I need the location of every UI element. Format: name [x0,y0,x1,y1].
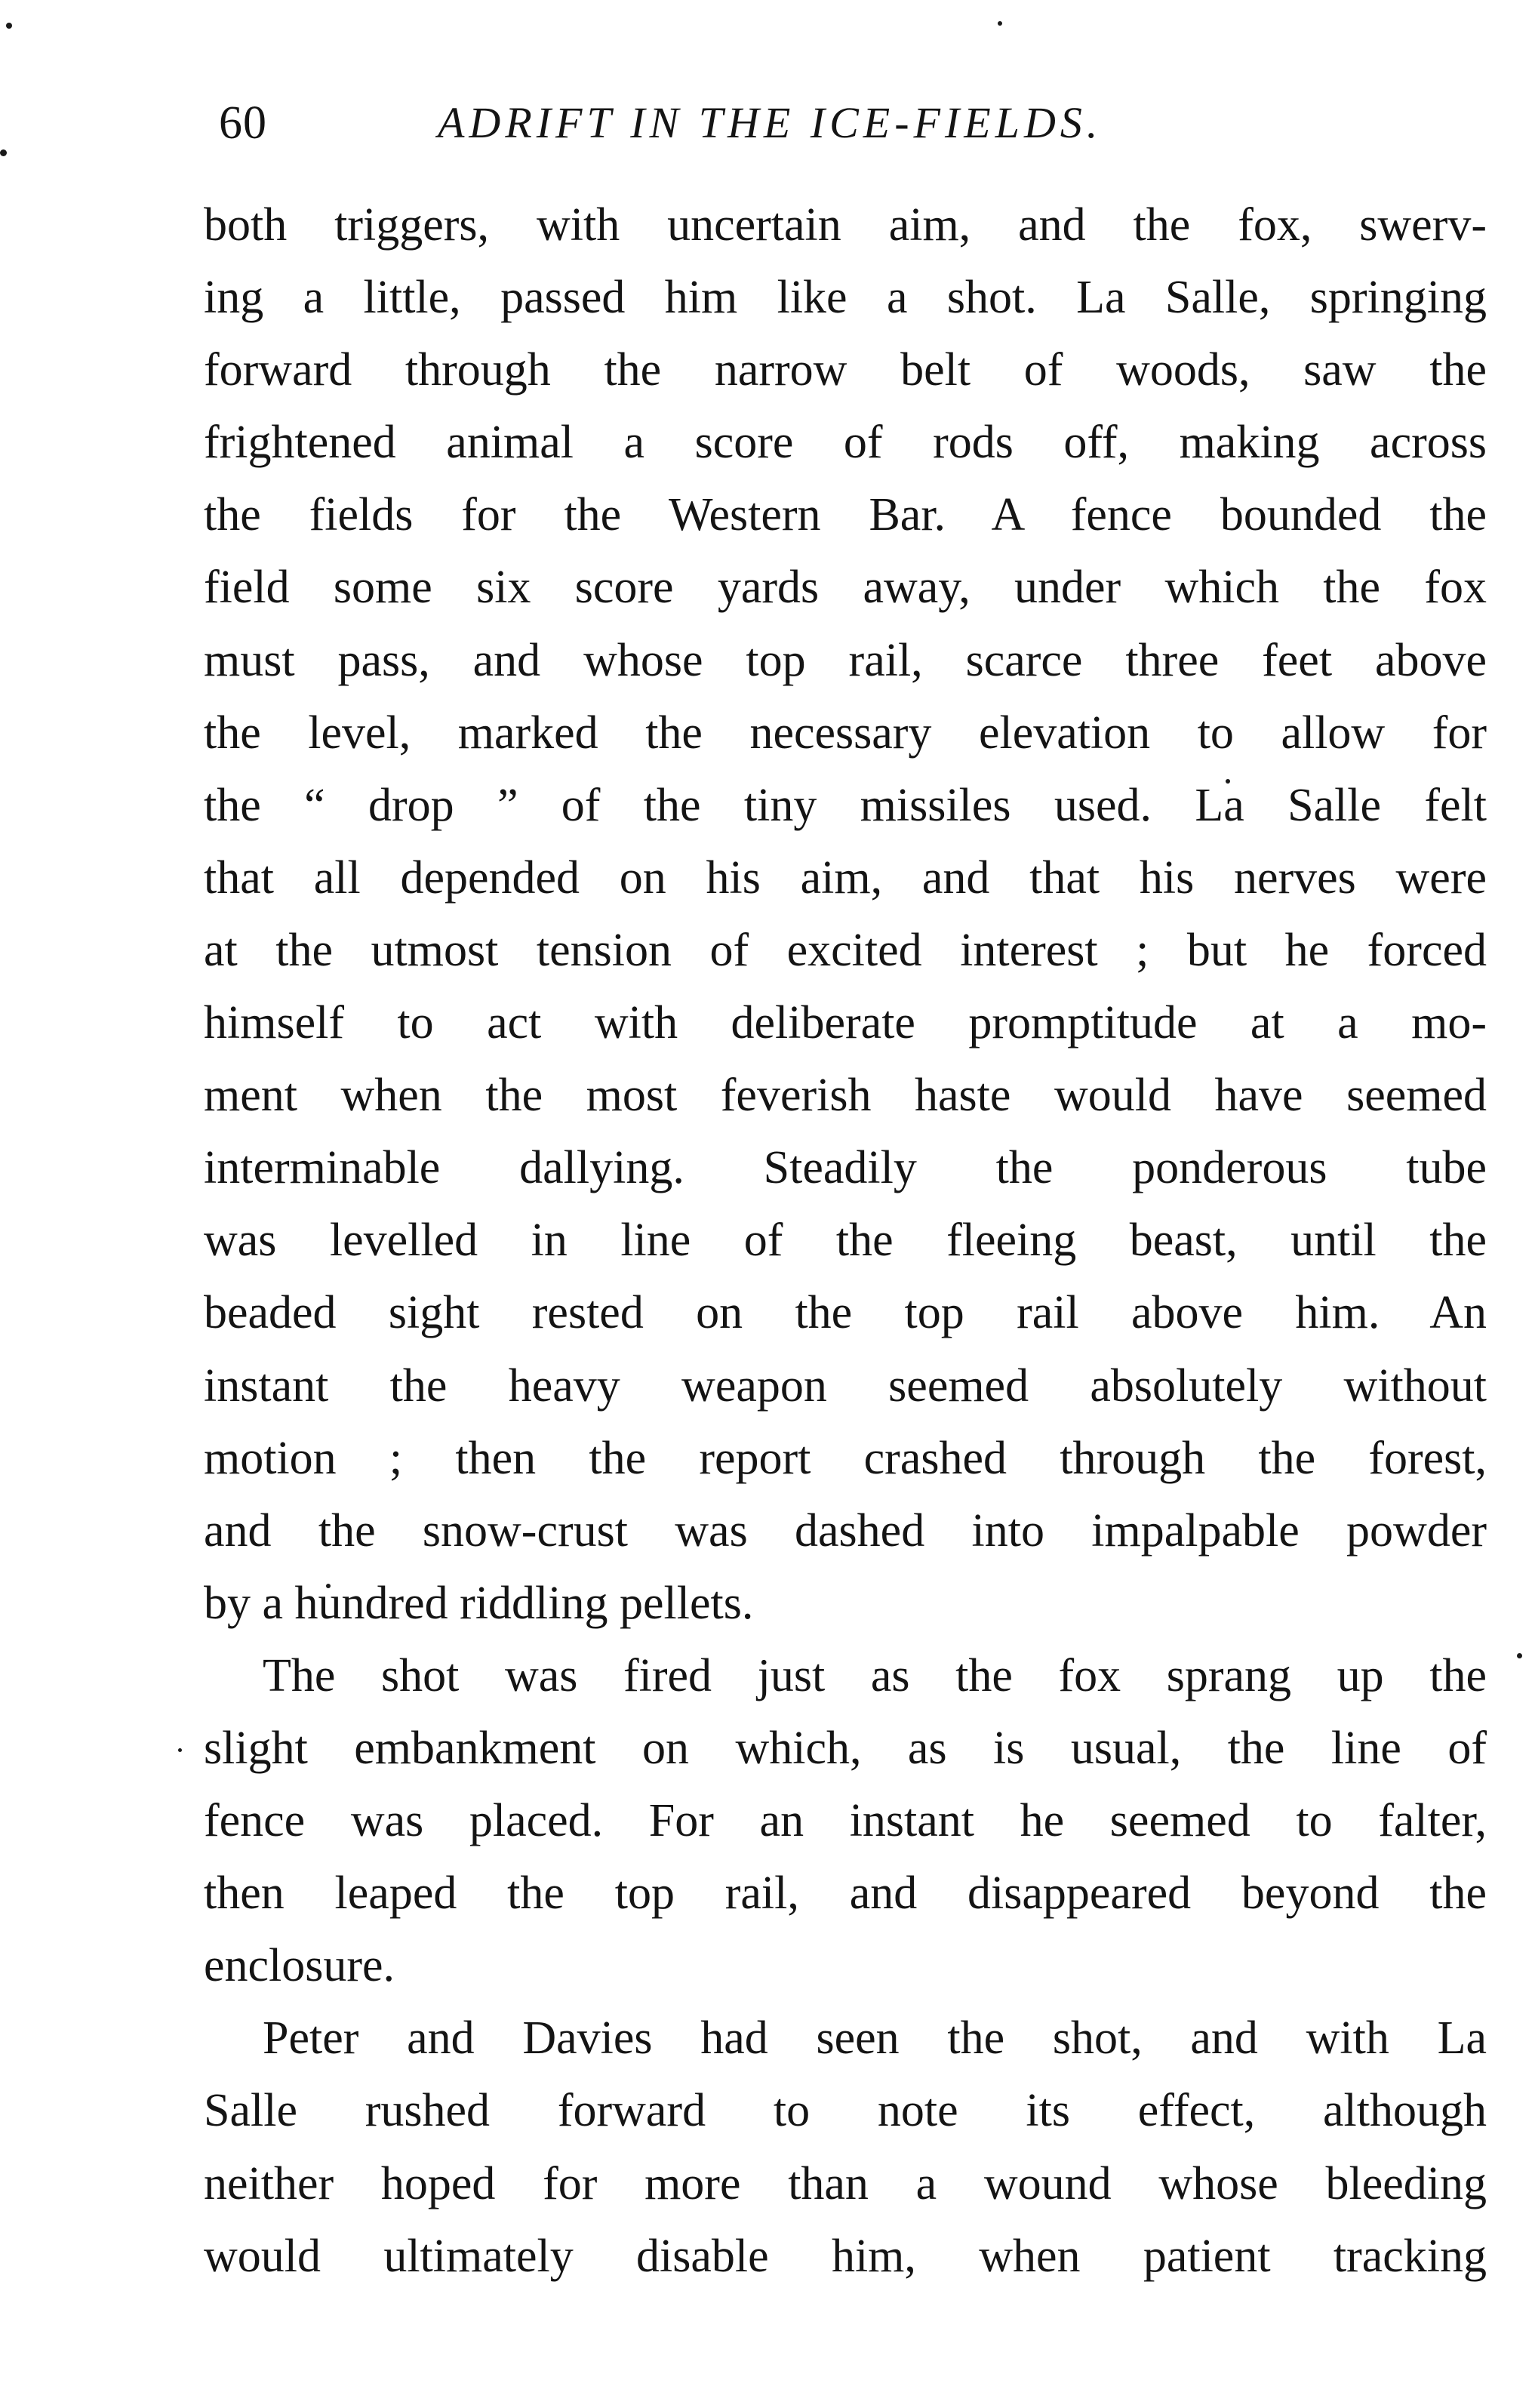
running-title: ADRIFT IN THE ICE-FIELDS. [438,98,1103,147]
text-line: the “ drop ” of the tiny missiles used. La Salle felt [204,779,1487,831]
paragraph-3 [204,2002,1487,2292]
text-line: field some six score yards away, under which the fox [204,562,1487,614]
scan-speck [998,21,1002,26]
text-line: ment when the most feverish haste would have seemed [204,1070,1487,1122]
text-line: Peter and Davies had seen the shot, and with La [263,2012,1487,2065]
text-line: slight embankment on which, as is usual, the line of [204,1722,1487,1774]
text-line: then leaped the top rail, and disappeared beyond the [204,1868,1487,1920]
paragraph-2 [204,1640,1487,2002]
text-line: interminable dallying. Steadily the ponderous tube [204,1142,1487,1194]
scan-speck [178,1748,182,1752]
body-text [204,189,1487,2293]
text-line: beaded sight rested on the top rail above him. An [204,1287,1487,1339]
running-header [219,89,1487,157]
text-line: enclosure. [204,1940,395,1992]
text-line: motion ; then the report crashed through the forest, [204,1432,1487,1484]
text-line: must pass, and whose top rail, scarce three feet above [204,634,1487,686]
scan-speck [0,149,7,156]
text-line: ing a little, passed him like a shot. La Salle, springing [204,272,1487,324]
text-line: Salle rushed forward to note its effect, although [204,2085,1487,2137]
text-line: was levelled in line of the fleeing beast, until the [204,1215,1487,1267]
text-line: neither hoped for more than a wound whose bleeding [204,2157,1487,2209]
text-line: both triggers, with uncertain aim, and the fox, swerv- [204,199,1487,251]
text-line: fence was placed. For an instant he seemed to falter, [204,1795,1487,1847]
scan-speck [1517,1653,1522,1658]
text-line: the level, marked the necessary elevation to allow for [204,707,1487,759]
text-line: The shot was fired just as the fox sprang up the [263,1649,1487,1701]
text-line: the fields for the Western Bar. A fence bounded the [204,489,1487,541]
text-line: instant the heavy weapon seemed absolutely without [204,1360,1487,1412]
text-line: that all depended on his aim, and that his nerves were [204,851,1487,904]
text-line: by a hundred riddling pellets. [204,1577,754,1629]
scan-speck [6,23,12,29]
text-line: at the utmost tension of excited interest ; but he forced [204,924,1487,976]
text-line: frightened animal a score of rods off, making across [204,417,1487,469]
paragraph-1 [204,189,1487,1640]
text-line: and the snow-crust was dashed into impalpable powder [204,1504,1487,1557]
text-line: forward through the narrow belt of woods, saw the [204,344,1487,396]
text-line: would ultimately disable him, when patient tracking [204,2230,1487,2282]
text-line: himself to act with deliberate promptitude at a mo- [204,997,1487,1049]
page-number: 60 [219,97,267,149]
